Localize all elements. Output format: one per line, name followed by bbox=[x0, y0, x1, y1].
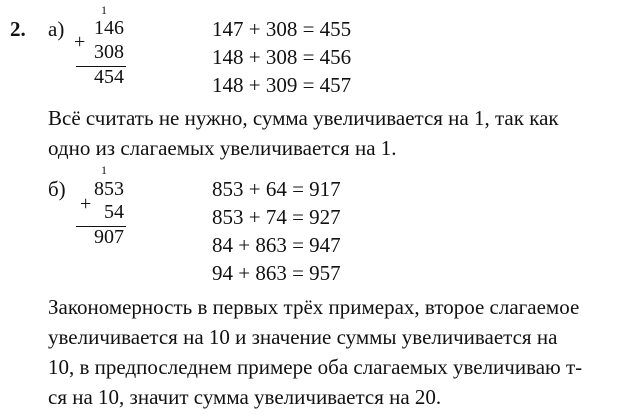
part-b-equation-3: 84 + 863 = 947 bbox=[212, 233, 341, 257]
part-b-equation-4: 94 + 863 = 957 bbox=[212, 261, 341, 285]
part-a-explanation-line-2: одно из слагаемых увеличивается на 1. bbox=[48, 136, 397, 160]
part-b-explanation-line-3: 10, в предпоследнем примере оба слагаемых увеличиваю т- bbox=[48, 355, 583, 379]
part-a-top-addend: 146 bbox=[94, 17, 124, 39]
part-a-sum: 454 bbox=[94, 66, 124, 88]
problem-number: 2. bbox=[10, 17, 26, 41]
part-b-explanation-line-4: ся на 10, значит сумма увеличивается на 20. bbox=[48, 385, 442, 409]
part-a-carry-digit: 1 bbox=[101, 3, 107, 17]
part-b-carry-digit: 1 bbox=[101, 163, 107, 177]
part-a-explanation-line-1: Всё считать не нужно, сумма увеличивается на 1, так как bbox=[48, 106, 559, 130]
part-a-second-addend: 308 bbox=[94, 41, 124, 63]
part-b-explanation-line-1: Закономерность в первых трёх примерах, второе слагаемое bbox=[48, 295, 580, 319]
part-a-plus-sign: + bbox=[74, 31, 86, 53]
part-a-equation-3: 148 + 309 = 457 bbox=[212, 73, 352, 97]
part-b-sum: 907 bbox=[94, 226, 124, 248]
part-b-explanation-line-2: увеличивается на 10 и значение суммы увеличивается на bbox=[48, 325, 558, 349]
part-b-label: б) bbox=[48, 177, 66, 201]
part-b-top-addend: 853 bbox=[94, 178, 124, 200]
part-b-second-addend: 54 bbox=[104, 201, 124, 223]
part-a-equation-1: 147 + 308 = 455 bbox=[212, 17, 352, 41]
part-b-plus-sign: + bbox=[80, 193, 92, 215]
part-a-equation-2: 148 + 308 = 456 bbox=[212, 45, 352, 69]
part-b-equation-1: 853 + 64 = 917 bbox=[212, 177, 341, 201]
part-a-label: а) bbox=[48, 17, 65, 41]
part-b-equation-2: 853 + 74 = 927 bbox=[212, 205, 341, 229]
